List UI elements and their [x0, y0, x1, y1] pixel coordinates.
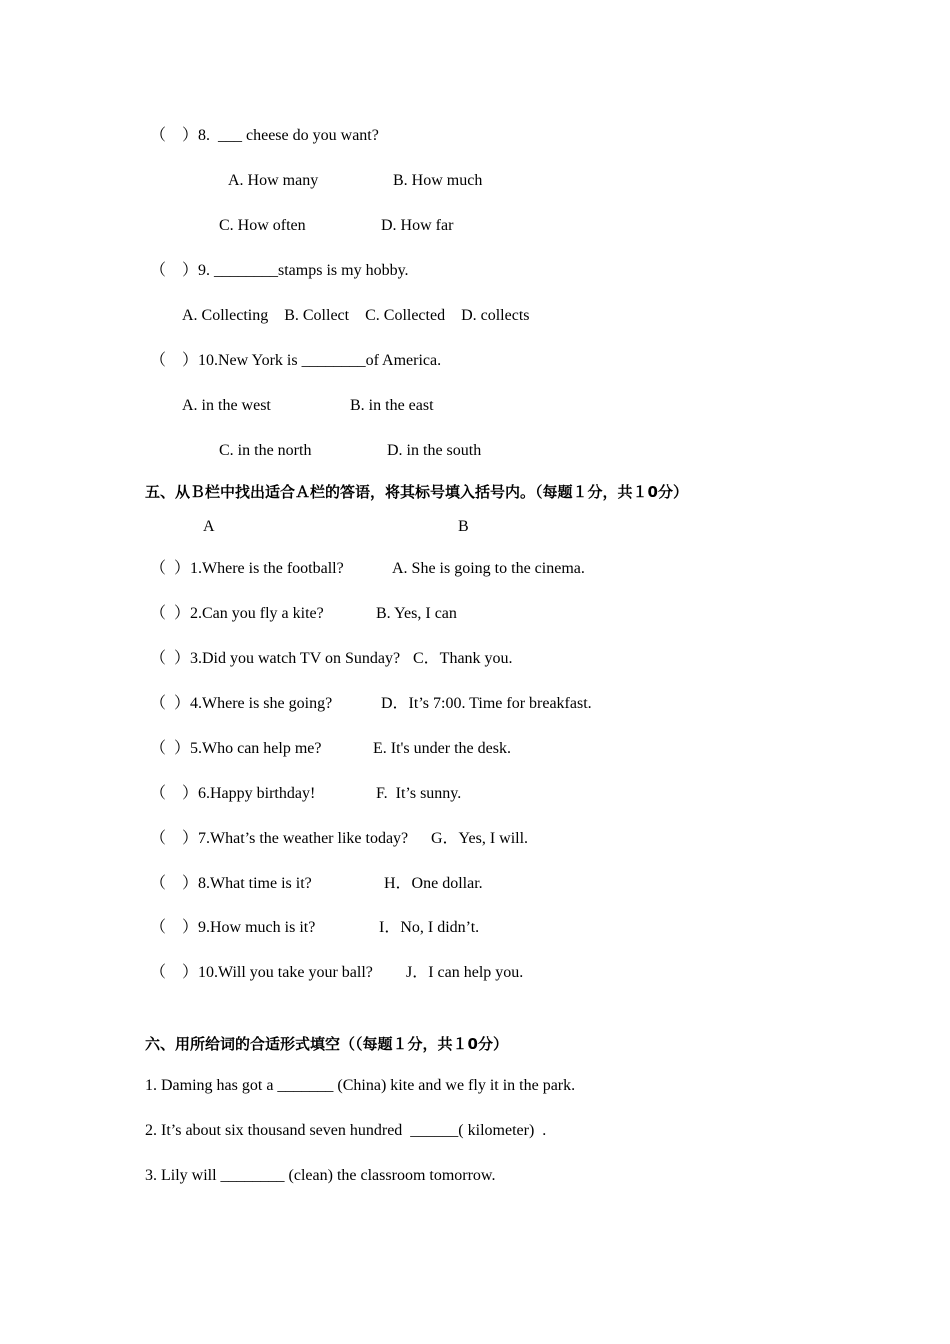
match-answer: I．No, I didn’t. — [379, 919, 480, 936]
question-8-option-b: B. How much — [393, 172, 483, 189]
match-question: （ ）1.Where is the football? — [150, 560, 344, 577]
question-8-option-c: C. How often — [219, 217, 306, 234]
question-8-option-d: D. How far — [381, 217, 454, 234]
column-b-label: B — [458, 518, 469, 535]
column-a-label: A — [203, 518, 215, 535]
question-10-option-c: C. in the north — [219, 442, 312, 459]
question-9-options: A. Collecting B. Collect C. Collected D. collects — [182, 307, 530, 324]
match-answer: A. She is going to the cinema. — [392, 560, 585, 577]
question-10-option-d: D. in the south — [387, 442, 482, 459]
match-question: （ ）8.What time is it? — [150, 875, 312, 892]
fill-in-item: 1. Daming has got a _______ (China) kite and we fly it in the park. — [145, 1077, 576, 1094]
match-answer: J．I can help you. — [406, 964, 524, 981]
match-answer: H．One dollar. — [384, 875, 483, 892]
question-8-option-a: A. How many — [228, 172, 319, 189]
match-answer: C．Thank you. — [413, 650, 513, 667]
match-question: （ ）10.Will you take your ball? — [150, 964, 373, 981]
fill-in-item: 3. Lily will ________ (clean) the classroom tomorrow. — [145, 1167, 496, 1184]
question-8-stem: （ ）8. ___ cheese do you want? — [150, 127, 379, 144]
question-9-stem: （ ）9. ________stamps is my hobby. — [150, 262, 409, 279]
match-question: （ ）9.How much is it? — [150, 919, 316, 936]
match-answer: E. It's under the desk. — [373, 740, 511, 757]
match-question: （ ）7.What’s the weather like today? — [150, 830, 409, 847]
fill-in-item: 2. It’s about six thousand seven hundred ______( kilometer) . — [145, 1122, 547, 1139]
match-answer: G．Yes, I will. — [431, 830, 529, 847]
section-5-heading: 五、从Ｂ栏中找出适合Ａ栏的答语，将其标号填入括号内。（每题１分，共１0分） — [145, 483, 688, 501]
question-10-stem: （ ）10.New York is ________of America. — [150, 352, 442, 369]
question-10-option-a: A. in the west — [182, 397, 271, 414]
match-question: （ ）6.Happy birthday! — [150, 785, 316, 802]
match-answer: F. It’s sunny. — [376, 785, 462, 802]
match-question: （ ）5.Who can help me? — [150, 740, 322, 757]
match-answer: D．It’s 7:00. Time for breakfast. — [381, 695, 592, 712]
section-6-heading: 六、用所给词的合适形式填空（（每题１分，共１0分） — [145, 1035, 508, 1053]
match-answer: B. Yes, I can — [376, 605, 457, 622]
match-question: （ ）3.Did you watch TV on Sunday? — [150, 650, 401, 667]
match-question: （ ）2.Can you fly a kite? — [150, 605, 324, 622]
match-question: （ ）4.Where is she going? — [150, 695, 333, 712]
question-10-option-b: B. in the east — [350, 397, 434, 414]
